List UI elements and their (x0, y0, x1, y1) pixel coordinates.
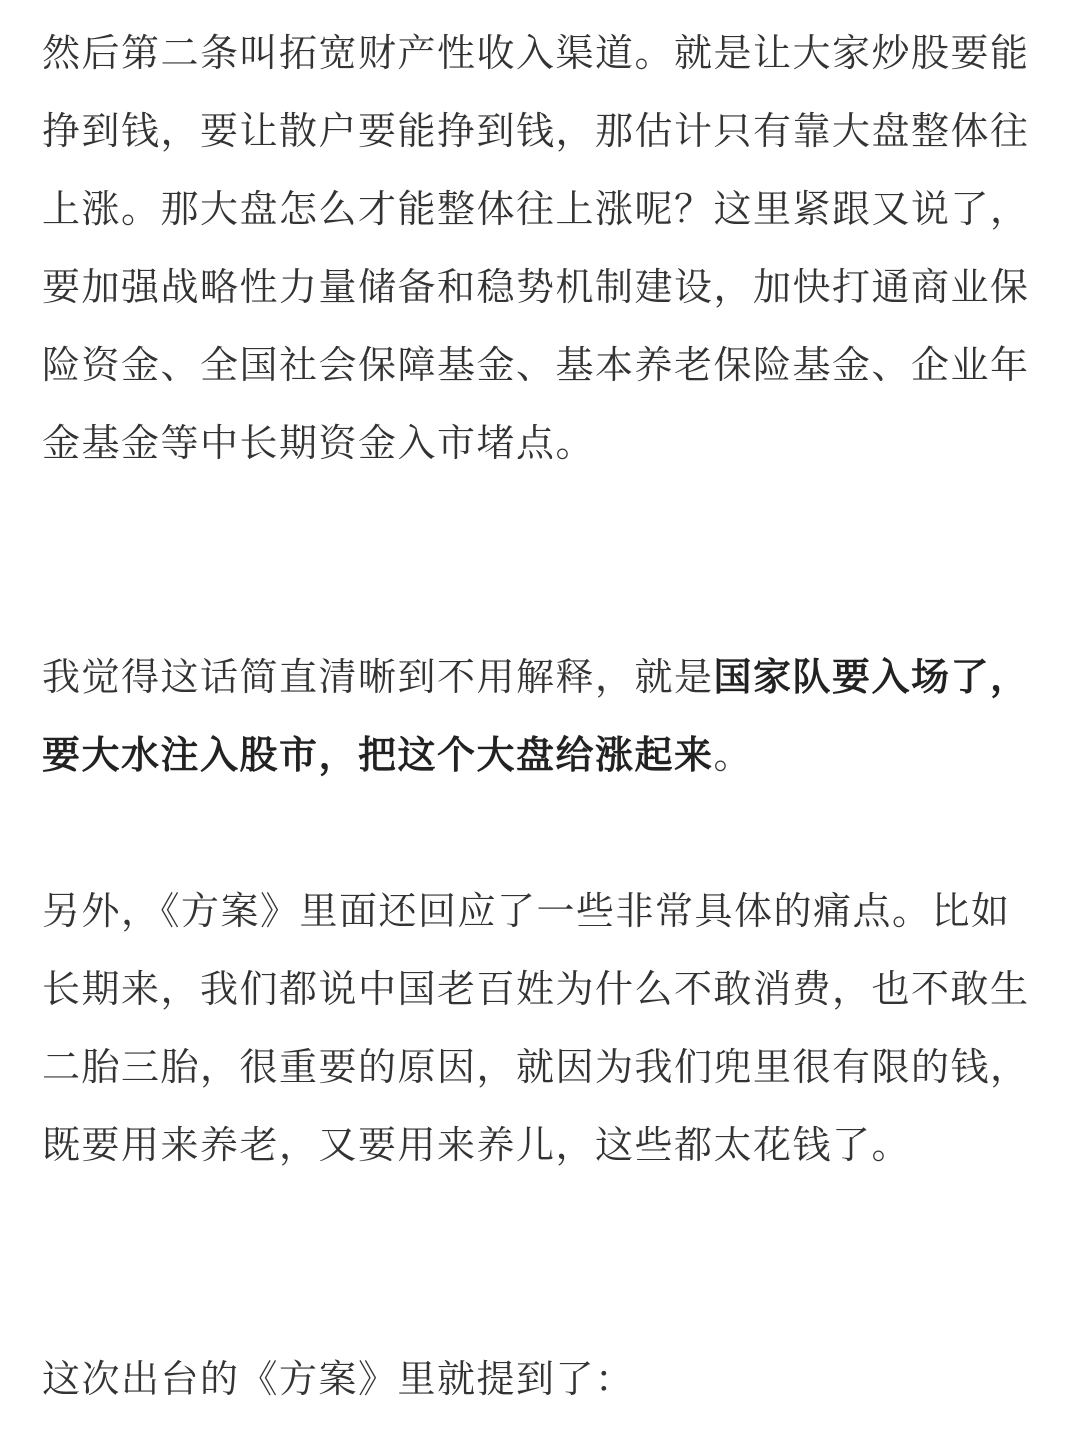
paragraph-pain-points: 另外，《方案》里面还回应了一些非常具体的痛点。比如长期来，我们都说中国老百姓为什么不敢消费，也不敢生二胎三胎，很重要的原因，就因为我们兜里很有限的钱，既要用来养老，又要用来养儿，这些都太花钱了。 (42, 889, 1030, 1167)
article-body (42, 14, 1042, 1418)
paragraph-punctuation: 。 (713, 733, 754, 777)
paragraph-text: 我觉得这话简直清晰到不用解释，就是 (42, 655, 714, 699)
paragraph-spacer (42, 560, 1042, 638)
paragraph-income-channels: 然后第二条叫拓宽财产性收入渠道。就是让大家炒股要能挣到钱，要让散户要能挣到钱，那估计只有靠大盘整体往上涨。那大盘怎么才能整体往上涨呢？这里紧跟又说了，要加强战略性力量储备和稳势机制建设，加快打通商业保险资金、全国社会保障基金、基本养老保险基金、企业年金基金等中长期资金入市堵点。 (42, 31, 1030, 465)
paragraph-plan-mention: 这次出台的《方案》里就提到了： (42, 1357, 635, 1401)
paragraph-spacer (42, 794, 1042, 872)
paragraph-spacer (42, 1262, 1042, 1340)
paragraph-national-team (42, 638, 1042, 794)
bold-emphasis: 国家队要入场了，要大水注入股市，把这个大盘给涨起来 (42, 655, 1030, 777)
